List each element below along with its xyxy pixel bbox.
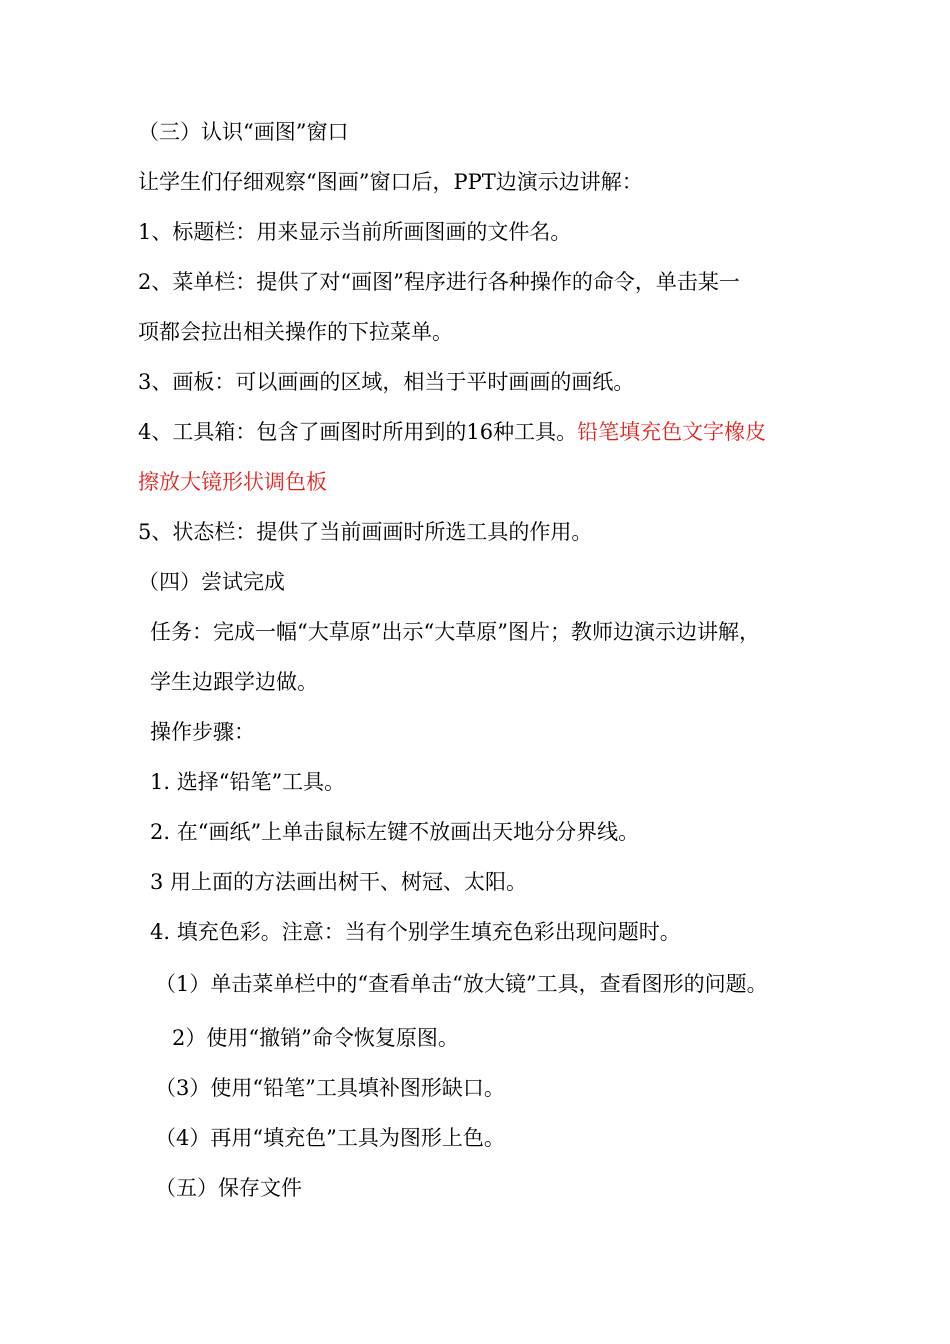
item-canvas: 3、画板：可以画画的区域，相当于平时画画的画纸。 [138, 370, 635, 394]
item-status-bar: 5、状态栏：提供了当前画画时所选工具的作用。 [138, 520, 593, 544]
tool-list-highlight-line2: 擦放大镜形状调色板 [138, 470, 327, 494]
section5-heading: （五）保存文件 [155, 1176, 302, 1200]
step-3: 3 用上面的方法画出树干、树冠、太阳。 [150, 870, 528, 894]
section3-heading: （三）认识“画图”窗口 [138, 120, 349, 144]
item-toolbox-line1 [138, 418, 766, 446]
step-1: 1. 选择“铅笔”工具。 [150, 770, 346, 794]
task-line1: 任务：完成一幅“大草原”出示“大草原”图片；教师边演示边讲解， [150, 620, 760, 644]
step-2: 2. 在“画纸”上单击鼠标左键不放画出天地分分界线。 [150, 820, 640, 844]
sub-step-4: （4）再用“填充色”工具为图形上色。 [155, 1126, 505, 1150]
sub-step-1: （1）单击菜单栏中的“查看单击“放大镜”工具，查看图形的问题。 [155, 972, 768, 996]
steps-heading: 操作步骤： [150, 720, 255, 744]
item-toolbox-text: 4、工具箱：包含了画图时所用到的16种工具。 [138, 420, 578, 444]
item-menu-bar-line1: 2、菜单栏：提供了对“画图”程序进行各种操作的命令，单击某一 [138, 270, 740, 294]
step-4: 4. 填充色彩。注意：当有个别学生填充色彩出现问题时。 [150, 920, 681, 944]
tool-list-highlight: 铅笔填充色文字橡皮 [577, 420, 767, 444]
item-menu-bar-line2: 项都会拉出相关操作的下拉菜单。 [138, 320, 453, 344]
task-line2: 学生边跟学边做。 [150, 670, 318, 694]
sub-step-3: （3）使用“铅笔”工具填补图形缺口。 [155, 1076, 505, 1100]
section4-heading: （四）尝试完成 [138, 570, 285, 594]
sub-step-2: 2）使用“撤销”命令恢复原图。 [172, 1026, 459, 1050]
intro-paragraph: 让学生们仔细观察“图画”窗口后，PPT边演示边讲解： [138, 170, 643, 194]
item-title-bar: 1、标题栏：用来显示当前所画图画的文件名。 [138, 220, 572, 244]
